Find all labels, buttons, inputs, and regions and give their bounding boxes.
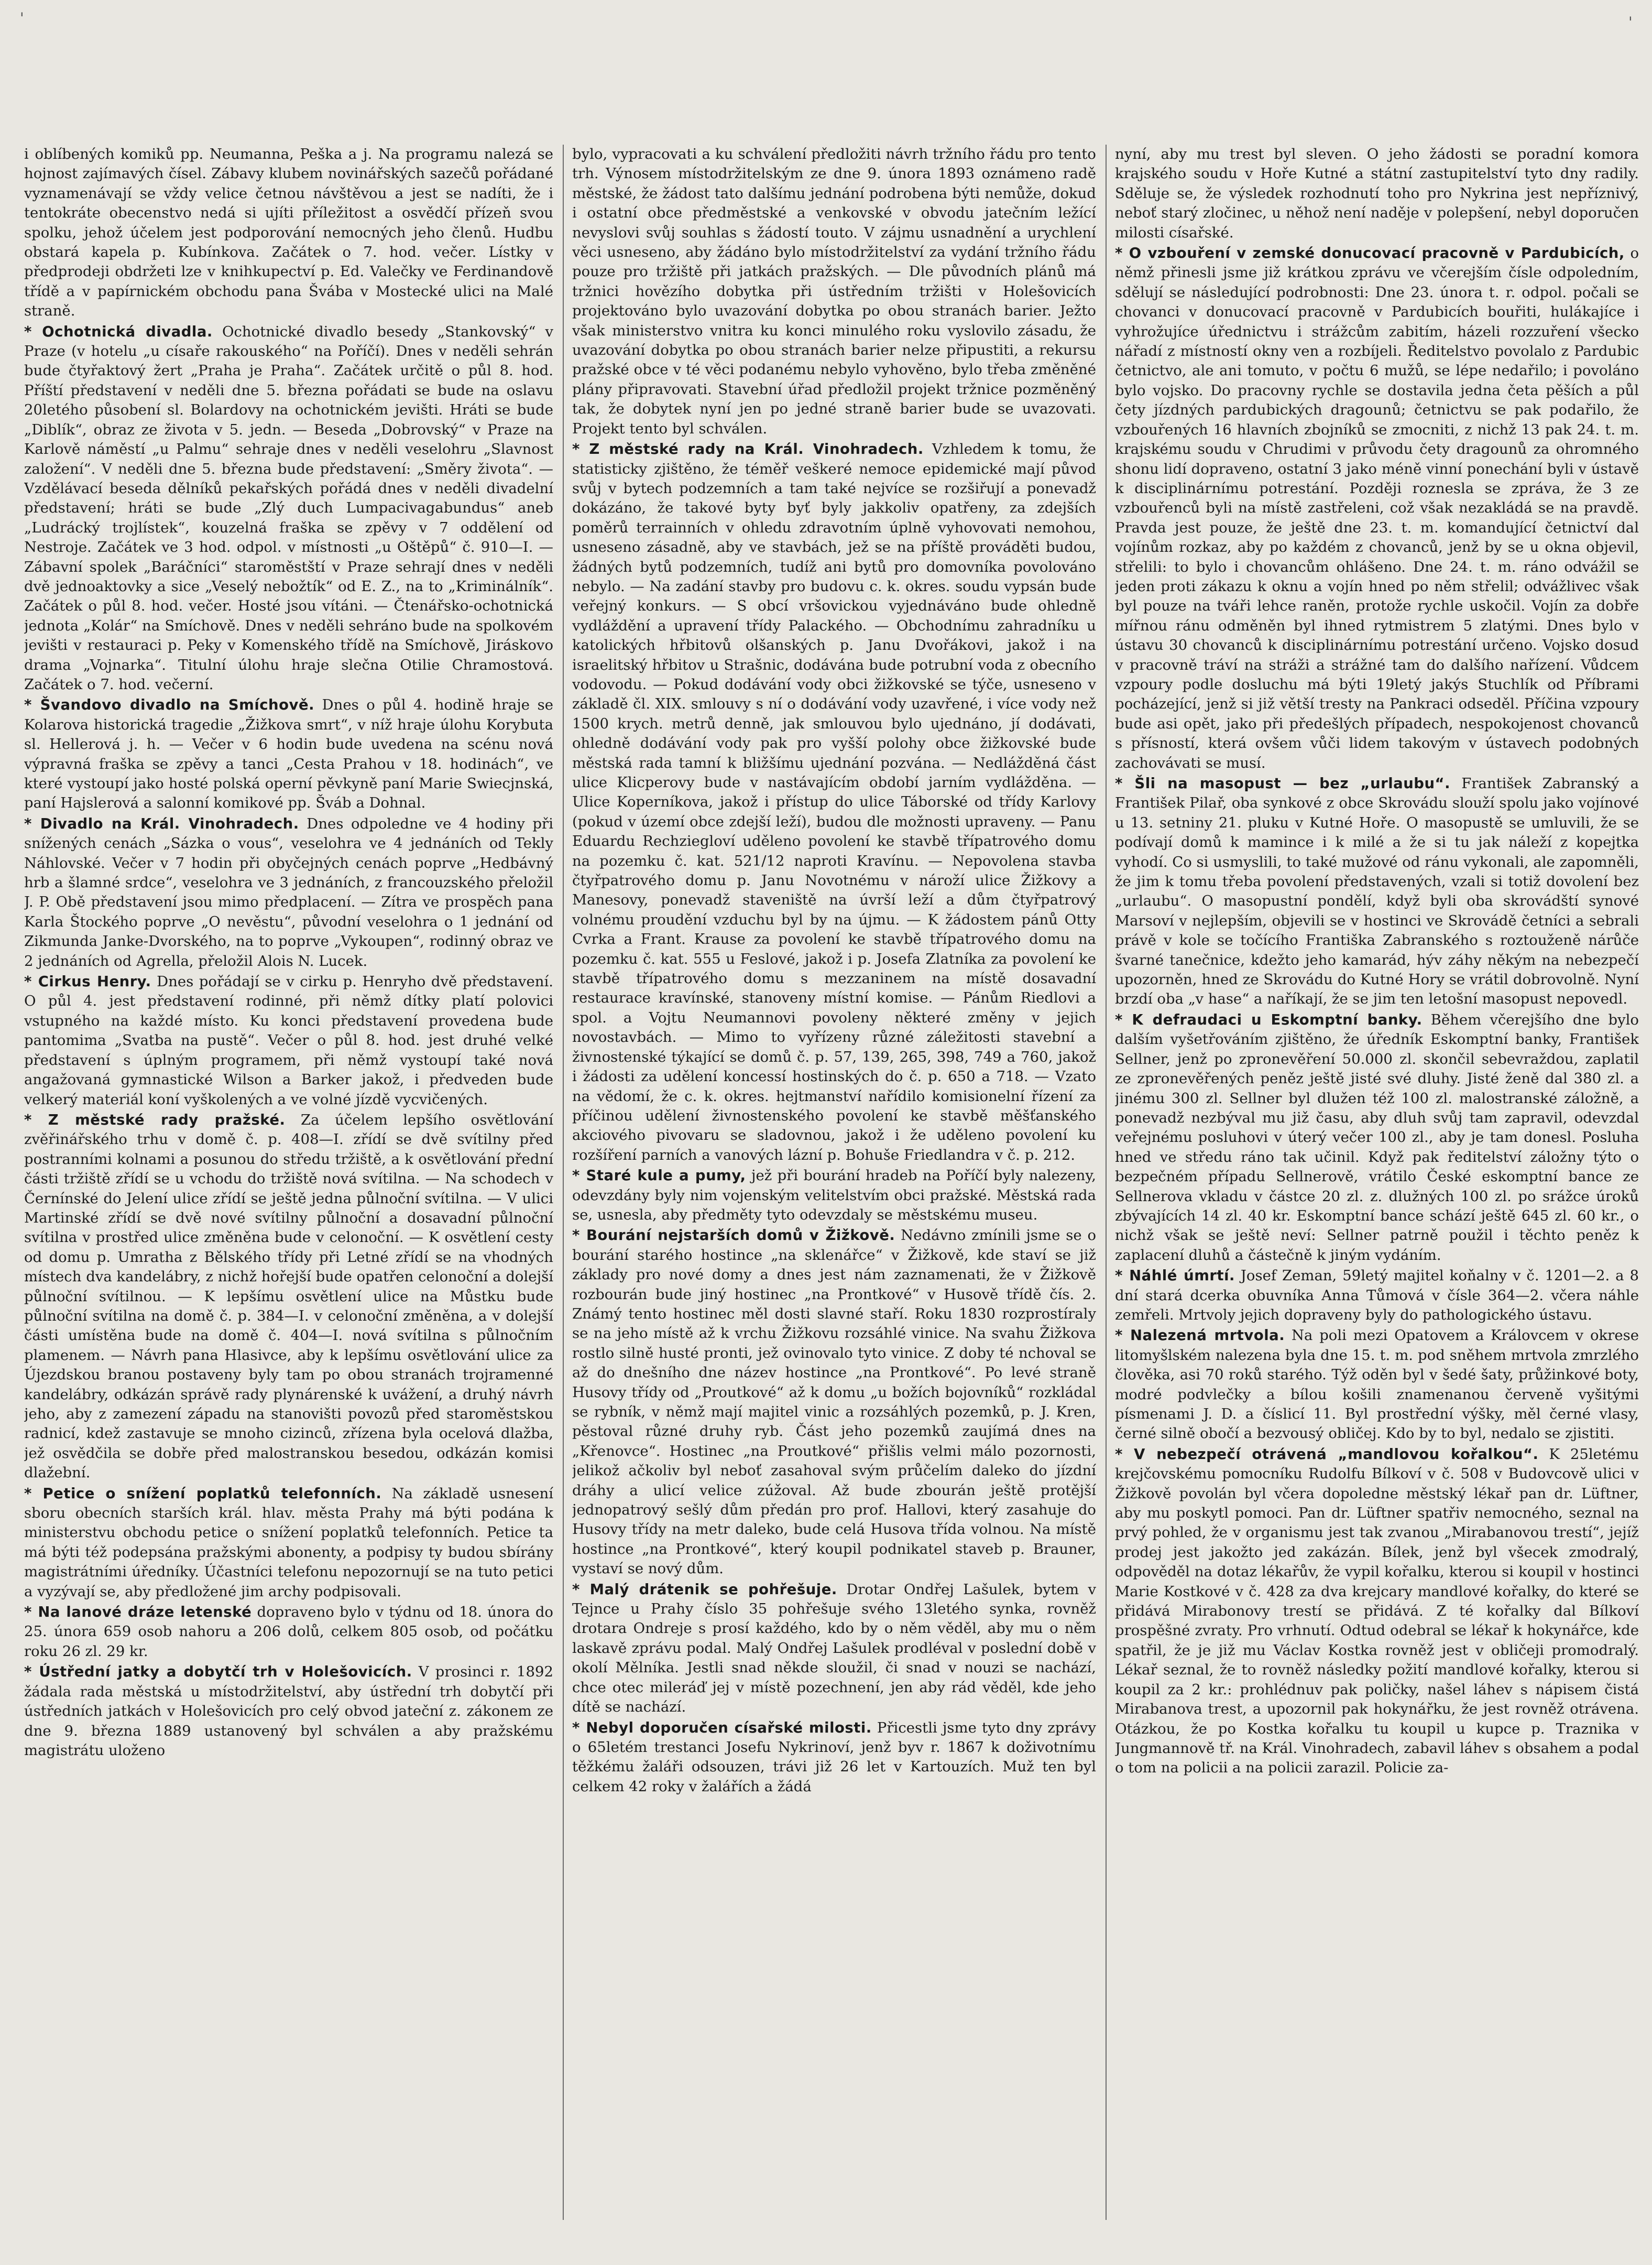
- article-rada-vinohrady: [572, 440, 1096, 1165]
- article-text: dopraveno bylo v týdnu od 18. února do 25. února 659 osob nahoru a 206 dolů, celkem 805 osob, od počátku roku 26 zl. 29 kr.: [24, 1604, 553, 1660]
- headline-bourani-domu: * Bourání nejstarších domů v Žižkově.: [572, 1227, 895, 1244]
- headline-maly-dratenik: * Malý drátenik se pohřešuje.: [572, 1581, 837, 1598]
- article-defraudace-banka: [1115, 1010, 1639, 1265]
- headline-ustredni-jatky: * Ústřední jatky a dobytčí trh v Holešovicích.: [24, 1663, 412, 1681]
- article-cirkus-henry: [24, 972, 553, 1109]
- article-text: Josef Zeman, 59letý majitel koňalny v č. 1201—2. a 8 dní stará dcerka obuvníka Anna Tůmová v čísle 364—2. včera náhle zemřeli. Mrtvoly jejich dopraveny byly do pathologického ústavu.: [1115, 1267, 1639, 1323]
- article-text: Na základě usnesení sboru obecních starších král. hlav. města Prahy má býti podána k ministerstvu obchodu petice o snížení poplatků telefonních. Petice ta má býti též podepsána pražskými abonenty, a podpisy ty budou sbírány magistrátními úředníky. Účastníci telefonu nepozornují se na tuto petici a vyzývají se, aby předložené jim archy podpisovali.: [24, 1485, 553, 1600]
- article-text: Na poli mezi Opatovem a Královcem v okrese litomyšlském nalezena byla dne 15. t. m. pod sněhem mrtvola zmrzlého člověka, asi 70 roků starého. Týž oděn byl v šedé šaty, průžinkové boty, modré podvlečky a bílou košili znamenanou červeně vyšitými písmenami J. D. a číslicí 11. Byl prostřední výšky, měl černé vlasy, černé silně obočí a bezvousý obličej. Kdo by to byl, nedalo se zjistiti.: [1115, 1327, 1639, 1442]
- col1-paragraph-1: i oblíbených komiků pp. Neumanna, Peška a j. Na programu nalezá se hojnost zajímavých čísel. Zábavy klubem novinářských sazečů pořádané vyznamenávají se vždy velice četnou návštěvou a jest se nadíti, že i tentokráte obecenstvo nedá si ujíti příležitost a osvědčí přízeň svou spolku, jehož účelem jest podporování nemocných jeho členů. Hudbu obstará kapela p. Kubínkova. Začátek o 7. hod. večer. Lístky v předprodeji obdržeti lze v knihkupectví p. Ed. Valečky ve Ferdinandově třídě a v papírnickém obchodu pana Švába v Mostecké ulici na Malé straně.: [24, 146, 553, 320]
- headline-lanova-draha: * Na lanové dráze letenské: [24, 1604, 252, 1621]
- column-2: [572, 145, 1096, 2220]
- article-nalezena-mrtvola: [1115, 1326, 1639, 1443]
- headline-masopust: * Šli na masopust — bez „urlaubu“.: [1115, 775, 1451, 792]
- article-text: Za účelem lepšího osvětlování zvěřinářského trhu v domě č. p. 408—I. zřídí se dvě svítilny před postranními kolnami a posunou do středu tržiště, a k osvětlování přední části tržiště zřídí se u vchodu do tržiště nová svítilna. — Na schodech v Černínské do Jelení ulice zřídí se ještě jedna půlnoční svítilna. — V ulici Martinské zřídí se dvě nové svítilny půlnoční a dosavadní půlnoční svítilna v prostřed ulice změněna bude v celonoční. — K osvětlení cesty od domu p. Umratha z Bělského třídy při Letné zřídí se na vhodných místech dva kandelábry, z nichž hořejší bude opatřen celonoční a dolejší půlnoční svítilnou. — K lepšímu osvětlení ulice na Můstku bude půlnoční svítilna na domě č. p. 384—I. v celonoční změněna, a v dolejší části umístěna bude na domě č. 404—I. nová svítilna s půlnočním plamenem. — Návrh pana Hlasivce, aby k lepšímu osvětlování ulice za Újezdskou branou postaveny byly tam po obou stranách trojramenné kandelábry, odkázán správě rady plynárenské k uvážení, a druhý návrh jeho, aby z zamezení západu na stanovišti povozů před staroměstskou radnicí, kdež zastavuje se mnoho cizinců, zřízena byla ocelová dlažba, jež osvědčila se dobře před malostranskou besedou, odkázán komisi dlažební.: [24, 1111, 553, 1482]
- article-vzbouřeni-pardubice: [1115, 244, 1639, 773]
- article-text: K 25letému krejčovskému pomocníku Rudolfu Bílkoví v č. 508 v Budovcově ulici v Žižkově povolán byl včera dopoledne městský lékař pan dr. Lüftner, aby mu poskytl pomoci. Pan dr. Lüftner spatřiv nemocného, seznal na prvý pohled, že v organismu jest tak zvanou „Mirabanovou trestí“, jejíž prodej jest jakožto jed zakázán. Bílek, jenž byl všecek zmodralý, odpověděl na dotaz lékařův, že vypil kořalku, kterou si koupil v hostinci Marie Kostkové v č. 428 za dva krejcary mandlové kořalky, do které se přidává Mirabonovy trestí se přidává. Z té kořalky dal Bílkoví prospěšné zvraty. Pro vrhnutí. Odtud odebral se lékař k hokynářce, kde spatřil, že je již mu Václav Kostka rovněž jest v obličeji promodralý. Lékař seznal, že to rovněž následky požití mandlové kořalky, kterou si koupil za 2 kr.: prohlédnuv pak poličky, našel láhev s nápisem čistá Mirabanova trest, a upozornil pak hokynářku, že jest rovněž otrávena. Otázkou, že po Kostka kořalku tu koupil u kupce p. Traznika v Jungmannově tř. na Král. Vinohradech, zabavil láhev s obsahem a podal o tom na policii a na policii zarazil. Policie za-: [1115, 1445, 1639, 1777]
- article-text: František Zabranský a František Pilař, oba synkové z obce Skrovádu slouží spolu jako vojínové u 13. setniny 21. pluku v Kutné Hoře. O masopustě se umluvili, že se podívají domů k mamince i k milé a že si tu jak náleží z kopejtka vyhodí. Co si usmyslili, to také mužové od ránu vykonali, ale zapomněli, že jim k tomu třeba povolení představených, vzali si totiž dovolení bez „urlaubu“. O masopustní pondělí, když byli oba skrovádští synové Marsoví v nejlepším, objevili se v hostinci ve Skrovádě četníci a sebrali právě v kole se točícího Františka Zabranského s roztouženě nárůče švarné tanečnice, kdežto jeho kamarád, hýv záhy někým na nebezpečí upozorněn, hned ze Skrovádu do Kutné Hory se vrátil dobrovolně. Nyní brzdí oba „v hase“ a naříkají, že se jim ten letošní masopust nepovedl.: [1115, 775, 1639, 1008]
- article-divadlo-vinohrady: [24, 814, 553, 971]
- headline-ochotnicka-divadla: * Ochotnická divadla.: [24, 323, 213, 340]
- headline-mandlova-koralka: * V nebezpečí otrávená „mandlovou kořalkou“.: [1115, 1445, 1539, 1463]
- article-text: o němž přinesli jsme již krátkou zprávu ve včerejším čísle odpoledním, sdělují se následující podrobnosti: Dne 23. února t. r. odpol. počali se chovanci v donucovací pracovně v Pardubicích bouřiti, hulákajíce i vyhrožujíce úřednictvu i strážcům zabitím, házeli rozzuření všecko nářadí z místností okny ven a rozbíjeli. Ředitelstvo povolalo z Pardubic četnictvo, ale ani tomuto, v počtu 6 mužů, se lépe nedařilo; i povoláno bylo vojsko. Do pracovny rychle se dostavila jedna četa pěších a půl čety jízdných pardubických dragounů; četnictvu se pak podařilo, že vzbouřených 16 hlavních zbojníků se zmocniti, z nichž 13 pak 24. t. m. krajskému soudu v Chrudimi v průvodu čety dragounů za ohromného shonu lidí dopraveno, ostatní 3 jako méně vinní ponechání byli v ústavě k disciplinárnímu potrestání. Později roznesla se zpráva, že 3 ze vzbouřenců byli na místě zastřeleni, což však nezakládá se na pravdě. Pravda jest pouze, že ještě dne 23. t. m. komandující četnictví dal vojínům rozkaz, aby po každém z chovanců, jenž by se u okna objevil, střelili: to bylo i chovancům ohlášeno. Dne 24. t. m. ráno odvážil se jeden proti zákazu k oknu a vojín hned po něm střelil; odvážlivec však byl pouze na tváři lehce raněn, protože rychle uskočil. Vojín za dobře mířnou ránu odměněn byl ihned rytmistrem 5 zlatými. Dnes bylo v ústavu 30 chovanců k disciplinárnímu potrestání určeno. Vojsko dosud v pracovně tráví na stráži a strážné tam do dalšího nařízení. Vůdcem vzpoury podle dosluchu má býti 19letý jakýs Stuchlík od Příbrami pocházející, jenž si již větší tresty na Pankraci odseděl. Příčina vzpoury bude asi opět, jako při předešlých případech, nespokojenost chovanců s přísností, která ovšem vůči lidem takovým v ústavech podobných zachovávati se musí.: [1115, 245, 1639, 771]
- article-text: jež při bourání hradeb na Poříčí byly nalezeny, odevzdány byly nim vojenským velitelstvím obci pražské. Městská rada se, usnesla, aby předměty tyto odevzdaly se městskému museu.: [572, 1167, 1096, 1223]
- article-maly-dratenik: [572, 1580, 1096, 1717]
- headline-svandovo-divadlo: * Švandovo divadlo na Smíchově.: [24, 696, 315, 714]
- article-masopust: [1115, 774, 1639, 1009]
- article-mandlova-koralka: [1115, 1445, 1639, 1778]
- corner-mark-left: ​': [20, 9, 24, 27]
- column-divider-1: [563, 145, 564, 2220]
- article-text: Během včerejšího dne bylo dalším vyšetřováním zjištěno, že úředník Eskomptní banky, František Sellner, jenž po zpronevěření 50.000 zl. skončil sebevraždou, zaplatil ze zpronevěřených peněz ještě jisté své dluhy. Jisté ženě dal 380 zl. a jinému 300 zl. Sellner byl dlužen též 100 zl. malostranské záložně, a ponevadž nezbýval mu již času, aby dluh svůj tam zapravil, odevzdal veřejnému posluhovi v úterý večer 100 zl., aby je tam donesl. Posluha hned ve středu ráno tak učinil. Když pak ředitelství záložny týto o bezpečném případu Sellnerově, vrátilo České eskomptní bance ze Sellnerova vkladu v částce 20 zl. z. dlužných 100 zl. po srážce úroků zbývajících 14 zl. 40 kr. Eskomptní bance schází ještě 645 zl. 60 kr., o nichž však se ještě neví: Sellner patrně použil i těchto peněz k zaplacení dluhů a částečně k jiným vydáním.: [1115, 1011, 1639, 1264]
- headline-nalezena-mrtvola: * Nalezená mrtvola.: [1115, 1327, 1285, 1344]
- headline-vzbouřeni-pardubice: * O vzbouření v zemské donucovací pracovně v Pardubicích,: [1115, 245, 1625, 262]
- corner-mark-right: ​': [1628, 14, 1633, 31]
- headline-kule-pumy: * Staré kule a pumy,: [572, 1167, 746, 1184]
- article-bourani-domu: [572, 1226, 1096, 1578]
- article-text: Nedávno zmínili jsme se o bourání starého hostince „na sklenářce“ v Žižkově, kde staví se již základy pro nové domy a dnes jest nám zaznamenati, že v Žižkově rozbourán bude jiný hostinec „na Prontkové“ v Husově třídě čís. 2. Známý tento hostinec měl dosti slavné staří. Roku 1830 rozprostíraly se na jeho místě až k vrchu Žižkovu rozsáhlé vinice. Na svahu Žižkova rostlo silně husté pronti, jež ovinovalo tyto vinice. Z doby té nchoval se až do dnešního dne název hostince „na Prontkové“. Po levé straně Husovy třídy od „Proutkové“ až k domu „u božích bojovníků“ rozkládal se rybník, v němž mají majitel vinic a rozsáhlých pozemků, p. J. Kren, pěstoval různé druhy ryb. Část jeho pozemků zaujímá dnes na „Křenovce“. Hostinec „na Proutkové“ přišlis velmi málo pozornosti, jelikož ačkoliv byl neboť zasahoval svým průčelím daleko do jízdní dráhy a ulicí velice zúžoval. Až bude zbourán ještě protější jednopatrový sešlý dům předán pro prof. Hallovi, který zasahuje do Husovy třídy na metr daleko, bude celá Husova třída volnou. Na místě hostince „na Prontkové“, který koupil podnikatel staveb p. Brauner, vystaví se nový dům.: [572, 1227, 1096, 1577]
- headline-petice-telefon: * Petice o snížení poplatků telefonních.: [24, 1485, 382, 1502]
- article-ochotnicka-divadla: [24, 322, 553, 695]
- col3-paragraph-1: nyní, aby mu trest byl sleven. O jeho žádosti se poradní komora krajského soudu v Hoře Kutné a státní zastupitelství tyto dny radily. Sděluje se, že výsledek rozhodnutí toho pro Nykrina jest nepříznivý, neboť starý zločinec, u něhož není naděje v polepšení, nebyl doporučen milosti císařské.: [1115, 146, 1639, 241]
- article-petice-telefon: [24, 1484, 553, 1602]
- article-nahle-umrti: [1115, 1266, 1639, 1325]
- headline-cirkus-henry: * Cirkus Henry.: [24, 973, 151, 990]
- article-svandovo-divadlo: [24, 695, 553, 813]
- article-lanova-draha: [24, 1603, 553, 1661]
- column-divider-2: [1106, 145, 1107, 2220]
- article-text: Dnes o půl 4. hodině hraje se Kolarova historická tragedie „Žižkova smrt“, v níž hraje úlohu Korybuta sl. Hellerová j. h. — Večer v 6 hodin bude uvedena na scénu nová výpravná fraška se zpěvy a tanci „Cesta Prahou v 18. hodinách“, ve které vystoupí jako hosté polská operní pěvkyně paní Marie Swiecjnská, paní Hajslerová a salonní komikové pp. Šváb a Dohnal.: [24, 696, 553, 812]
- headline-rada-vinohrady: * Z městské rady na Král. Vinohradech.: [572, 441, 924, 458]
- article-kule-pumy: [572, 1166, 1096, 1225]
- headline-defraudace-banka: * K defraudaci u Eskomptní banky.: [1115, 1011, 1423, 1028]
- article-text: Drotar Ondřej Lašulek, bytem v Tejnce u Prahy číslo 35 pohřešuje svého 13letého synka, rovněž drotara Ondreje s prosí každého, kdo by o něm věděl, aby mu o něm laskavě zprávu podal. Malý Ondřej Lašulek prodléval v poslední době v okolí Mělníka. Jestli snad někde sloužil, či snad v nouzi se nachází, chce otec mileráď jej v místě pozechnení, jen aby rád věděl, kde jeho dítě se nachází.: [572, 1581, 1096, 1716]
- article-text: Ochotnické divadlo besedy „Stankovský“ v Praze (v hotelu „u císaře rakouského“ na Poříčí). Dnes v neděli sehrán bude čtyřaktový žert „Praha je Praha“. Začátek určitě o půl 8. hod. Příští představení v neděli dne 5. března pořádati se bude na oslavu 20letého působení sl. Bolardovy na ochotnickém jevišti. Hráti se bude „Diblík“, obraz ze života v 5. jedn. — Beseda „Dobrovský“ v Praze na Karlově náměstí „u Palmu“ sehraje dnes v neděli veselohru „Slavnost založení“. V neděli dne 5. března bude představení: „Směry života“. — Vzdělávací beseda dělníků pekařských pořádá dnes v neděli divadelní představení; hráti se bude „Zlý duch Lumpacivagabundus“ aneb „Ludrácký trojlístek“, kouzelná fraška se zpěvy v 7 oddělení od Nestroje. Začátek ve 3 hod. odpol. v místnosti „u Oštěpů“ č. 910—I. — Zábavní spolek „Baráčníci“ staroměstští v Praze sehrají dnes v neděli dvě jednoaktovky a sice „Veselý nebožtík“ od E. Z., na to „Kriminálník“. Začátek o půl 8. hod. večer. Hosté jsou vítáni. — Čtenářsko-ochotnická jednota „Kolár“ na Smíchově. Dnes v neděli sehráno bude na spolkovém jevišti v restauraci p. Peky v Komenského třídě na Smíchově, Jiráskovo drama „Vojnarka“. Titulní úlohu hraje slečna Otilie Chramostová. Začátek o 7. hod. večerní.: [24, 323, 553, 693]
- column-1: [24, 145, 553, 2220]
- article-text: V prosinci r. 1892 žádala rada městská u místodržitelství, aby ústřední trh dobytčí při ústředních jatkách v Holešovicích pro celý obvod jateční z. zákonem ze dne 9. března 1889 ustanovený byl schválen a aby pražskému magistrátu uloženo: [24, 1663, 553, 1759]
- article-text: Vzhledem k tomu, že statisticky zjištěno, že téměř veškeré nemoce epidemické mají původ svůj v bytech podzemních a tam také nejvíce se rozšiřují a ponevadž dokázáno, že takové byty byť byly jakkoliv opatřeny, za zdejších poměrů terrainních v ohledu zdravotním úplně vyhovovati nemohou, usneseno zásadně, aby ve stavbách, jež se na příště prováděti budou, žádných bytů podzemních, tudíž ani bytů pro domovníka povolováno nebylo. — Na zadání stavby pro budovu c. k. okres. soudu vypsán bude veřejný konkurs. — S obcí vršovickou vyjednáváno bude ohledně vydláždění a upravení třídy Palackého. — Obchodnímu zahradníku u katolických hřbitovů olšanských p. Janu Dvořákovi, jakož i na israelitský hřbitov u Strašnic, dodávána bude potrubní voda z obecního vodovodu. — Pokud dodávání vody obci žižkovské se týče, usneseno v základě čl. XIX. smlouvy s ní o dodávání vody uzavřené, i více vody než 1500 krych. metrů denně, jak smlouvou bylo ujednáno, jí dodávati, ohledně dodávání vody pak pro vyšší polohy obce žižkovské bude městská rada tamní k bližšímu ujednání pozvána. — Nedlážděná část ulice Klicperovy bude v nastávajícím období jarním vydlážděna. — Ulice Koperníkova, jakož i přístup do ulice Táborské od třídy Karlovy (pokud v území obce zdejší leží), budou dle možnosti upraveny. — Panu Eduardu Rechziegloví uděleno povolení ke stavbě třípatrového domu na pozemku č. kat. 521/12 naproti Kravínu. — Nepovolena stavba čtyřpatrového domu p. Janu Novotnému v nároží ulice Žižkovy a Manesovy, ponevadž staveniště na úvrší leží a dům čtyřpatrový volnému proudění vzduchu byl by na újmu. — K žádostem pánů Otty Cvrka a Frant. Krause za povolení ke stavbě třípatrového domu na pozemku č. kat. 555 u Feslové, jakož i p. Josefa Zlatníka za povolení ke stavbě třípatrového domu s mezzaninem na místě dosavadní restaurace kravínské, stanoveny místní komise. — Pánům Riedlovi a spol. a Vojtu Neumannovi povoleny některé změny v jejich novostavbách. — Mimo to vyřízeny různé záležitosti stavební a živnostenské týkající se domů č. p. 57, 139, 265, 398, 749 a 760, jakož i žádosti za udělení koncessí hostinských do č. p. 650 a 718. — Vzato na vědomí, že c. k. okres. hejtmanství nařídilo komisionelní řízení za příčinou udělení živnostenského povolení ke stavbě měšťanského akciového pivovaru se sladovnou, jakož i že uděleno povolení ku rozšíření parních a vanových lázní p. Bohuše Friedlandra v č. p. 212.: [572, 441, 1096, 1163]
- article-ustredni-jatky: [24, 1662, 553, 1760]
- headline-nahle-umrti: * Náhlé úmrtí.: [1115, 1267, 1235, 1284]
- article-text: Dnes pořádají se v cirku p. Henryho dvě představení. O půl 4. jest představení rodinné, při němž dítky platí polovici vstupného na každé místo. Ku konci představení provedena bude pantomima „Svatba na pustě“. Večer o půl 8. hod. jest druhé velké představení s úplným programem, při němž vystoupí také nová angažovaná gymnastické Wilson a Barker jakož, i předveden bude velkerý materiál koní vyškolených a ve volné jízdě vycvičených.: [24, 973, 553, 1108]
- headline-mestska-rada-prazska: * Z městské rady pražské.: [24, 1111, 286, 1128]
- column-3: [1115, 145, 1639, 2220]
- article-cisarska-milost: [572, 1718, 1096, 1797]
- article-text: Dnes odpoledne ve 4 hodiny při snížených cenách „Sázka o vous“, veselohra ve 4 jednáních od Tekly Náhlovské. Večer v 7 hodin při obyčejných cenách poprve „Hedbávný hrb a šlamné srdce“, veselohra ve 3 jednáních, z francouzského přeložil J. P. Obě představení jsou mimo předplacení. — Zítra ve prospěch pana Karla Štockého poprve „O nevěstu“, původní veselohra o 1 jednání od Zikmunda Janke-Dvorského, na to poprve „Vykoupen“, rodinný obraz ve 2 jednáních od Agrella, přeložil Alois N. Lucek.: [24, 815, 553, 970]
- col2-paragraph-1: bylo, vypracovati a ku schválení předložiti návrh tržního řádu pro tento trh. Výnosem místodržitelským ze dne 9. února 1893 oznámeno radě městské, že žádost tato dalšímu jednání podrobena býti nemůže, dokud i ostatní obce předměstské a venkovské v obvodu jatečním ležící nevyslovi svůj souhlas s žádostí touto. V zájmu usnadnění a urychlení věci usneseno, aby žádáno bylo místodržitelství za vydání tržního řádu pouze pro tržiště při jatkách pražských. — Dle původních plánů má tržnici hovězího dobytka při ústředním tržišti v Holešovicích projektováno bylo uvazování dobytka po obou stranách barier. Ježto však ministerstvo vnitra ku konci minulého roku vyslovilo zásadu, že uvazování dobytka po obou stranách barier nelze připustiti, a rekursu pražské obce v té věci podanému nebylo vyhověno, bylo třeba změněné plány připravovati. Stavební úřad předložil projekt tržnice pozměněný tak, že dobytek nyní jen po jedné straně barier bude se uvazovati. Projekt tento byl schválen.: [572, 146, 1096, 437]
- headline-cisarska-milost: * Nebyl doporučen císařské milosti.: [572, 1719, 872, 1736]
- article-text: Přicestli jsme tyto dny zprávy o 65letém trestanci Josefu Nykrinoví, jenž byv r. 1867 k doživotnímu těžkému žaláři odsouzen, trávi již 26 let v Kartouzích. Muž ten byl celkem 42 roky v žalářích a žádá: [572, 1719, 1096, 1795]
- headline-divadlo-vinohrady: * Divadlo na Král. Vinohradech.: [24, 815, 299, 832]
- article-mestska-rada-prazska: [24, 1110, 553, 1483]
